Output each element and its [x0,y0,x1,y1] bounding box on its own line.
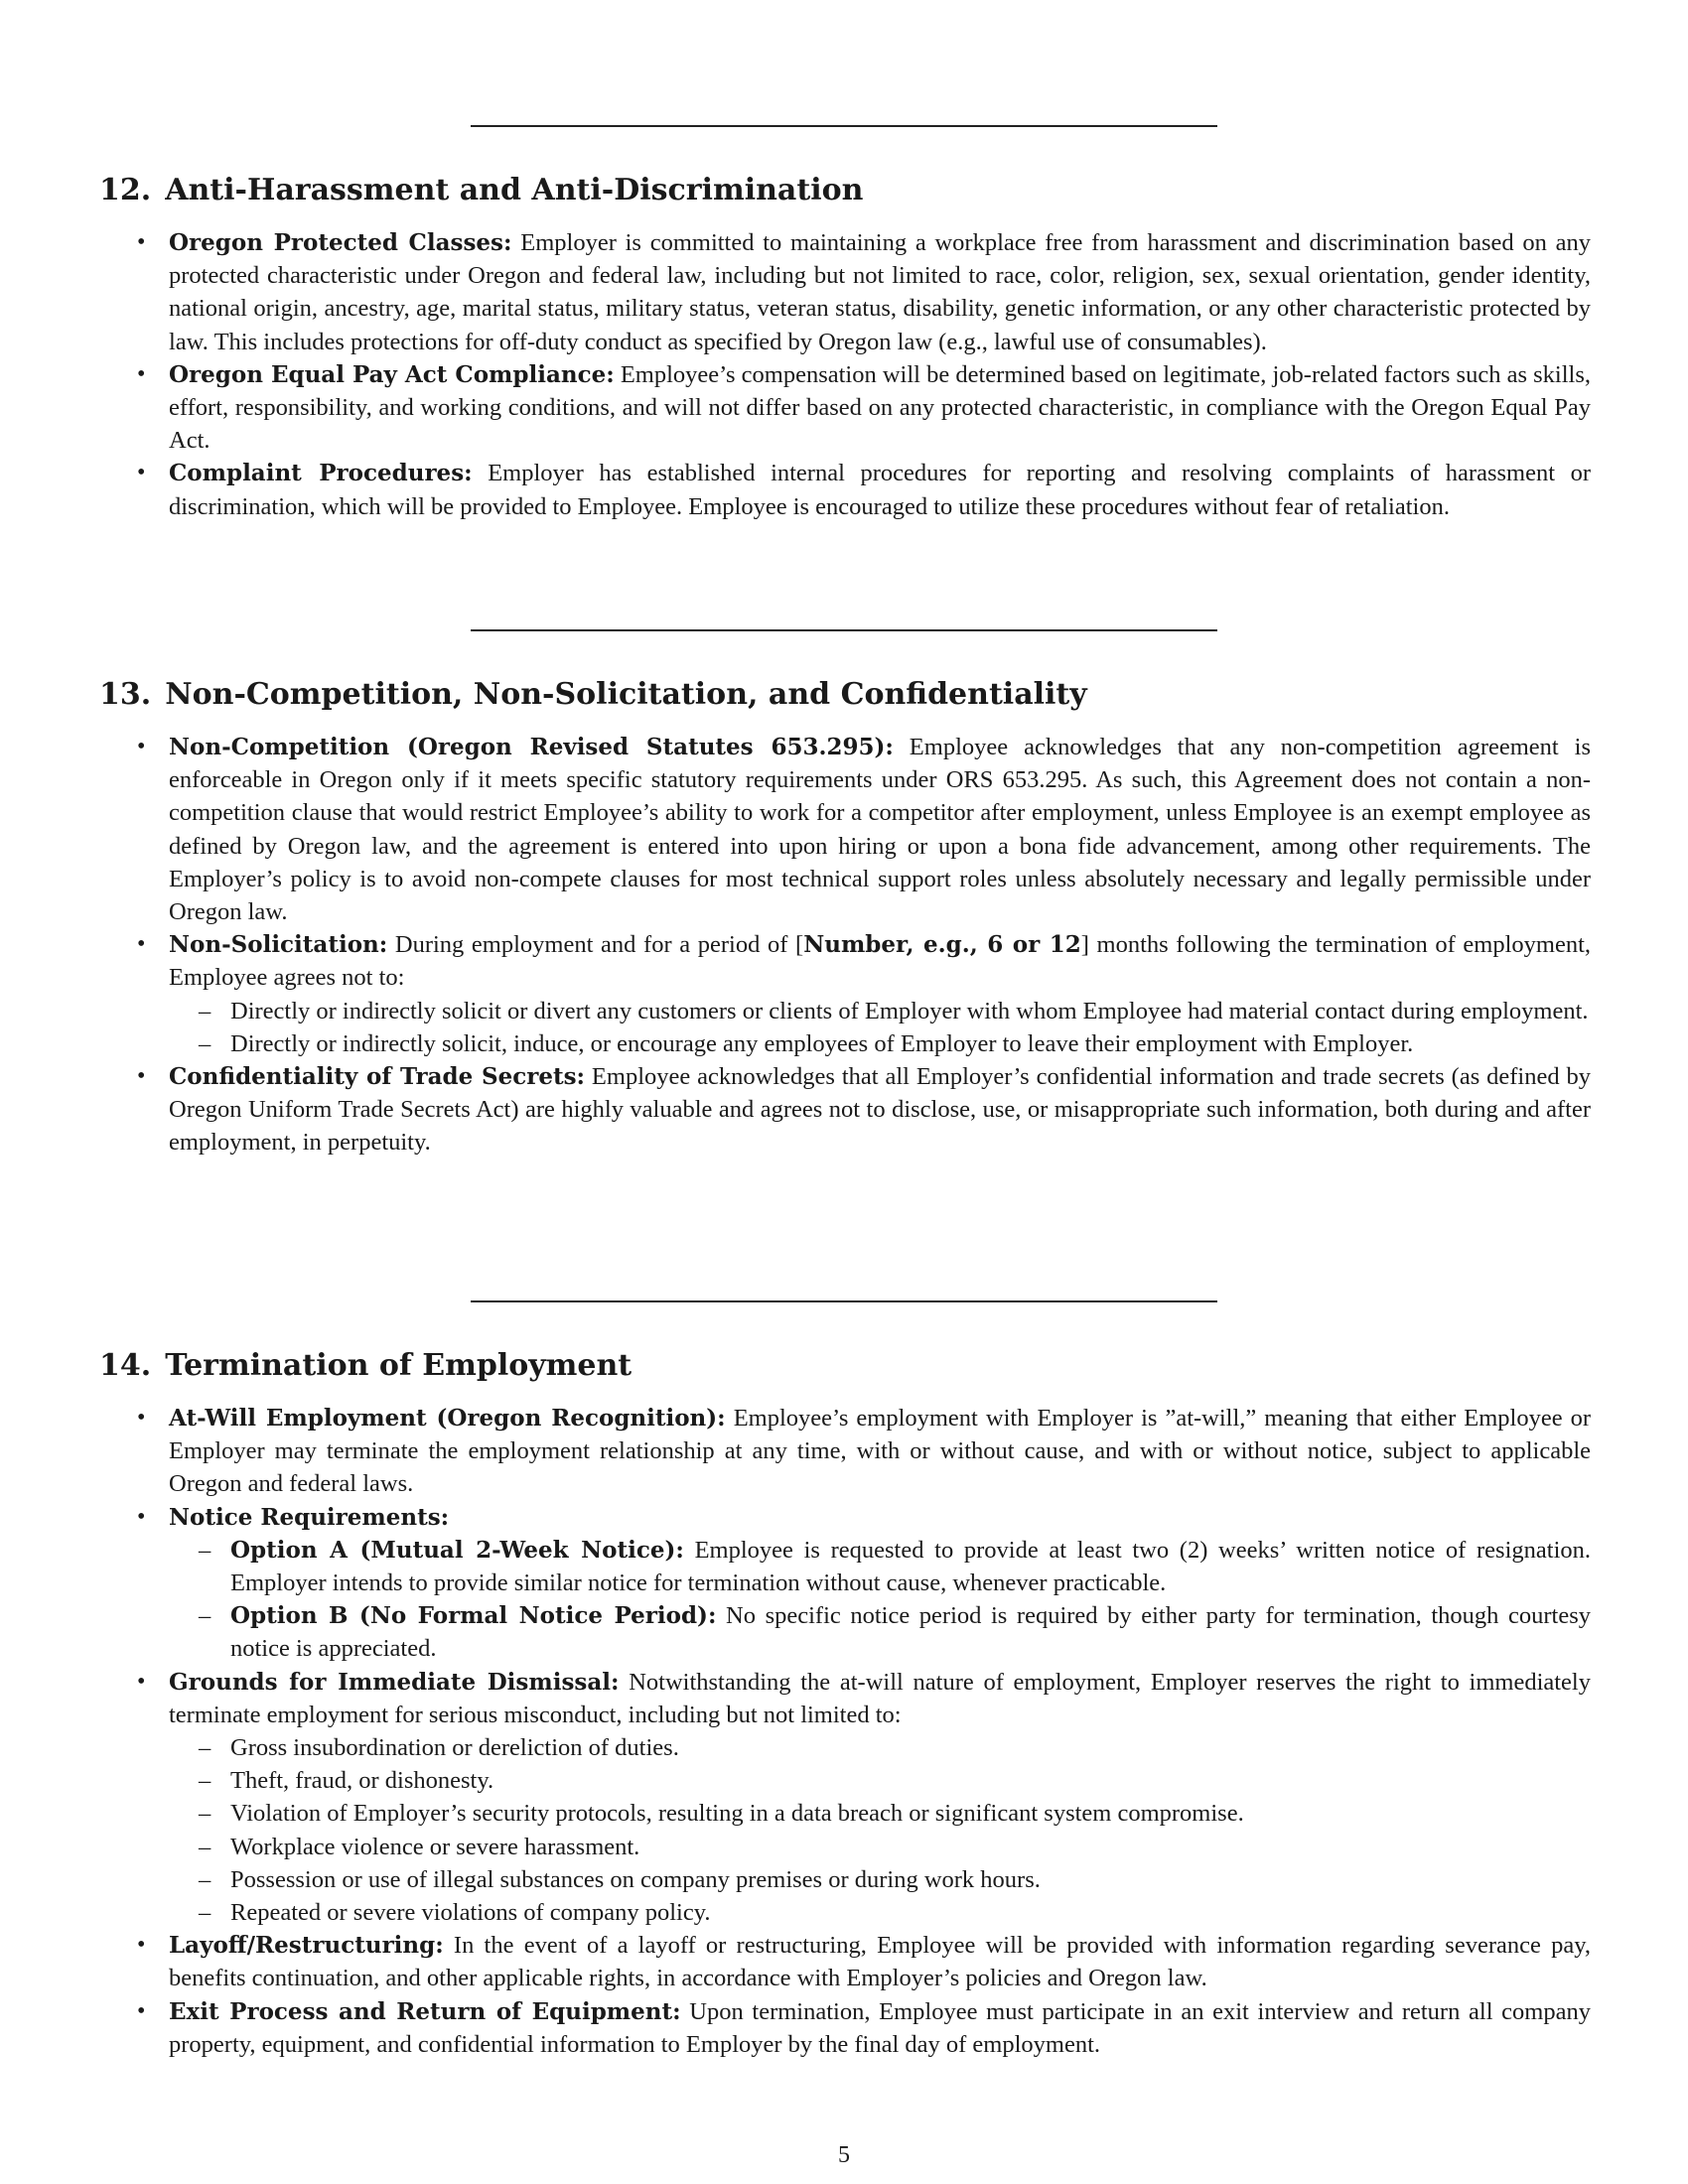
item-lead: Grounds for Immediate Dismissal: [169,1668,620,1696]
sub-list [169,1731,1591,1929]
placeholder-field: Number, e.g., 6 or 12 [803,931,1081,959]
sub-list-item: – Directly or indirectly solicit, induce, or encourage any employees of Employer to leave their employment with Employer. [169,1027,1591,1060]
list-item [135,1402,1591,1501]
sub-list-item: – Gross insubordination or dereliction of duties. [169,1731,1591,1764]
list-item [135,1666,1591,1930]
sub-list-item [169,1599,1591,1665]
section-number: 12. [99,173,152,207]
bullet-list [135,1402,1591,2061]
list-item [135,457,1591,522]
sub-list [169,995,1591,1060]
item-lead: Oregon Protected Classes: [169,229,512,256]
item-text: Employer has established internal procedures for reporting and resolving complaints of harassment or discrimination, which will be provided to Employee. Employee is encouraged to utilize these procedures without fear of retaliation. [169,460,1592,520]
section-heading [99,171,1609,210]
sub-list-item: – Repeated or severe violations of company policy. [169,1896,1591,1929]
bullet-list [135,731,1591,1160]
list-item [135,928,1591,1060]
section-heading [99,675,1609,715]
option-text: Employee is requested to provide at least two (2) weeks’ written notice of resignation. Employer intends to provide similar notice for termination without cause, whenever practicable. [230,1536,1591,1597]
list-item [135,1501,1591,1666]
sub-list-item: – Possession or use of illegal substances on company premises or during work hours. [169,1863,1591,1896]
item-lead: Layoff/Restructuring: [169,1932,444,1960]
option-text: No specific notice period is required by either party for termination, though courtesy notice is appreciated. [230,1602,1591,1663]
option-lead: Option A (Mutual 2-Week Notice): [230,1536,684,1564]
list-item [135,1929,1591,1994]
item-lead: Oregon Equal Pay Act Compliance: [169,360,615,388]
sub-list-item [169,1534,1591,1599]
section-body [135,731,1591,1160]
sub-list [169,1534,1591,1666]
section-title: Anti-Harassment and Anti-Discrimination [165,173,864,207]
sub-list-item: – Directly or indirectly solicit or divert any customers or clients of Employer with whom Employee had material contact during employment. [169,995,1591,1027]
item-text: In the event of a layoff or restructuring, Employee will be provided with information regarding severance pay, benefits continuation, and other applicable rights, in accordance with Employer’s policies and Oregon law. [169,1932,1591,1992]
section-body [135,226,1591,523]
item-text: During employment and for a period of [ [387,931,804,959]
item-text: Employer is committed to maintaining a workplace free from harassment and discrimination based on any protected characteristic under Oregon and federal law, including but not limited to race, color, religion, sex, sexual orientation, gender identity, national origin, ancestry, age, marital status, military status, veteran status, disability, genetic information, or any other characteristic protected by law. This includes protections for off-duty conduct as specified by Oregon law (e.g., lawful use of consumables). [169,229,1592,355]
list-item [135,1060,1591,1160]
section-number: 14. [99,1348,152,1383]
sub-list-item: – Theft, fraud, or dishonesty. [169,1764,1591,1797]
horizontal-rule [471,629,1217,631]
sub-list-item: – Violation of Employer’s security protocols, resulting in a data breach or significant system compromise. [169,1797,1591,1830]
option-lead: Option B (No Formal Notice Period): [230,1602,717,1630]
section-body [135,1402,1591,2061]
item-lead: Non-Competition (Oregon Revised Statutes 653.295): [169,734,894,760]
section-heading [99,1346,1609,1386]
sub-list-item: – Workplace violence or severe harassment. [169,1831,1591,1863]
item-lead: Non-Solicitation: [169,931,388,959]
horizontal-rule [471,1300,1217,1302]
item-text: ] months following the termination of employment, Employee agrees not to: [169,931,1592,992]
item-text: Upon termination, Employee must participate in an exit interview and return all company property, equipment, and confidential information to Employer by the final day of employment. [169,1997,1591,2058]
bullet-list [135,226,1591,523]
item-lead: At-Will Employment (Oregon Recognition): [169,1405,726,1432]
item-text: Employee’s employment with Employer is ”at-will,” meaning that either Employee or Employer may terminate the employment relationship at any time, with or without cause, and with or without notice, subject to applicable Oregon and federal laws. [169,1405,1592,1498]
section-title: Termination of Employment [165,1348,633,1383]
list-item [135,226,1591,358]
item-lead: Exit Process and Return of Equipment: [169,1997,681,2025]
list-item [135,1995,1591,2061]
list-item [135,731,1591,928]
item-lead: Complaint Procedures: [169,460,473,487]
section-number: 13. [99,677,152,712]
item-lead: Notice Requirements: [169,1503,450,1531]
item-text: Employee’s compensation will be determined based on legitimate, job-related factors such as skills, effort, responsibility, and working conditions, and will not differ based on any protected characteristic, in compliance with the Oregon Equal Pay Act. [169,360,1591,455]
item-text: Notwithstanding the at-will nature of employment, Employer reserves the right to immediately terminate employment for serious misconduct, including but not limited to: [169,1668,1591,1728]
item-lead: Confidentiality of Trade Secrets: [169,1063,586,1091]
page-number: 5 [838,2142,850,2168]
horizontal-rule [471,125,1217,127]
section-title: Non-Competition, Non-Solicitation, and Confidentiality [165,677,1087,712]
item-text: Employee acknowledges that all Employer’s confidential information and trade secrets (as defined by Oregon Uniform Trade Secrets Act) are highly valuable and agrees not to disclose, use, or misappropriate such information, both during and after employment, in perpetuity. [169,1063,1591,1157]
list-item [135,358,1591,458]
item-text: Employee acknowledges that any non-competition agreement is enforceable in Oregon only if it meets specific statutory requirements under ORS 653.295. As such, this Agreement does not contain a non-competition clause that would restrict Employee’s ability to work for a competitor after employment, unless Employee is an exempt employee as defined by Oregon law, and the agreement is entered into upon hiring or upon a bona fide advancement, among other requirements. The Employer’s policy is to avoid non-compete clauses for most technical support roles unless absolutely necessary and legally permissible under Oregon law. [169,734,1592,926]
